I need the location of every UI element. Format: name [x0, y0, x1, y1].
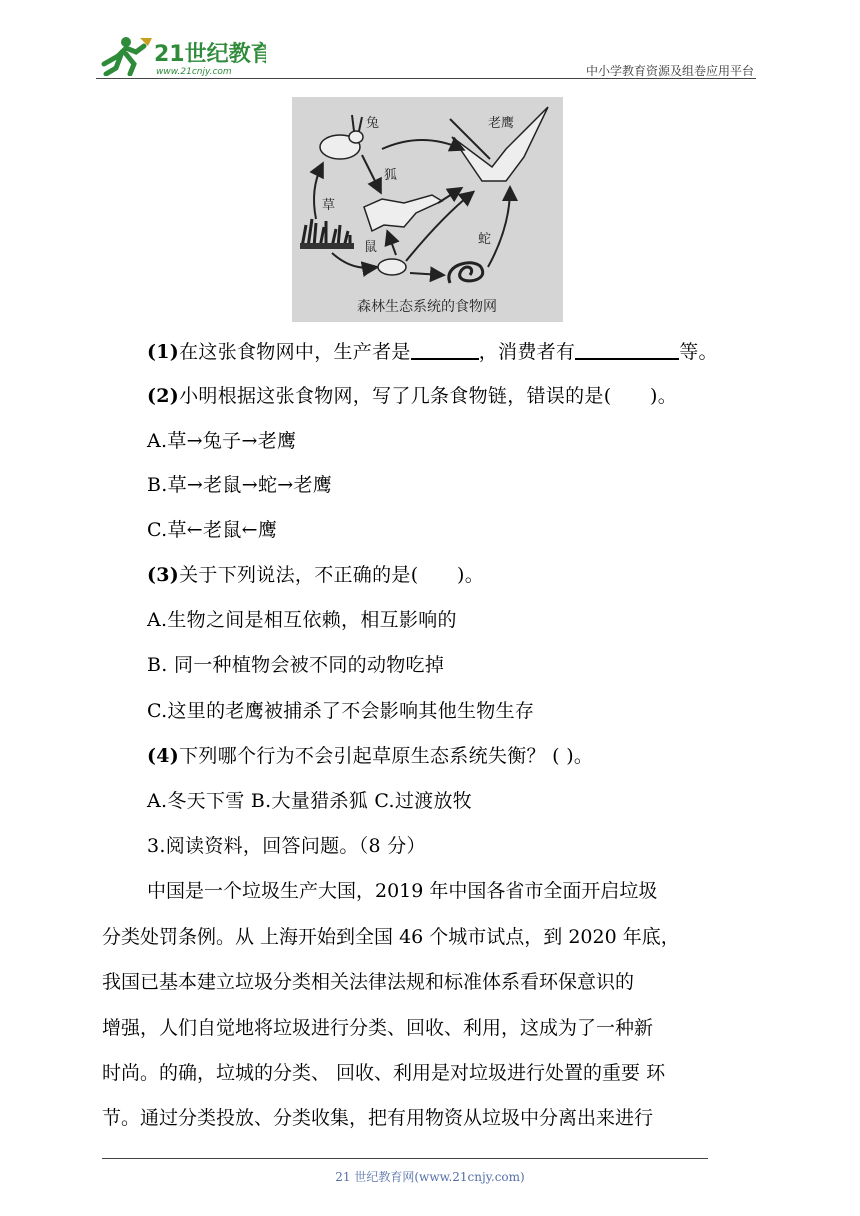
question-4-number: (4) [147, 745, 180, 767]
question-1-text-b: ，消费者有 [478, 341, 576, 363]
question-1 [147, 337, 718, 364]
food-web-figure [292, 97, 563, 322]
question-2-number: (2) [147, 385, 180, 407]
figure-caption: 森林生态系统的食物网 [357, 299, 497, 315]
option-3c: C.这里的老鹰被捕杀了不会影响其他生物生存 [147, 700, 535, 722]
grass-icon [300, 219, 354, 249]
question-1-text-c: 等。 [679, 341, 718, 363]
question-3-text: 关于下列说法，不正确的是( )。 [179, 564, 485, 586]
option-3a: A.生物之间是相互依赖，相互影响的 [147, 609, 457, 631]
passage-line-6: 节。通过分类投放、分类收集，把有用物资从垃圾中分离出来进行 [102, 1107, 654, 1129]
option-4-all: A.冬天下雪 B.大量猎杀狐 C.过渡放牧 [147, 790, 473, 812]
footer-text: 21 世纪教育网(www.21cnjy.com) [335, 1170, 525, 1184]
question-2 [147, 381, 677, 408]
consumer-answer-blank[interactable] [575, 340, 679, 360]
question-1-number: (1) [147, 341, 180, 363]
question-4-text: 下列哪个行为不会引起草原生态系统失衡？ ( )。 [179, 745, 594, 767]
question-4 [147, 741, 593, 768]
option-3b: B. 同一种植物会被不同的动物吃掉 [147, 654, 445, 676]
option-2b: B.草→老鼠→蛇→老鹰 [147, 474, 333, 496]
label-eagle: 老鹰 [488, 116, 515, 131]
header-slogan: 中小学教育资源及组卷应用平台 [585, 64, 754, 78]
label-rabbit: 兔 [366, 116, 380, 131]
passage-line-5: 时尚。的确，垃城的分类、 回收、利用是对垃圾进行处置的重要 环 [102, 1062, 666, 1084]
passage-line-3: 我国已基本建立垃圾分类相关法律法规和标准体系看环保意识的 [102, 971, 635, 993]
header-divider [96, 78, 756, 79]
question-3 [147, 560, 484, 587]
passage-line-2: 分类处罚条例。从 上海开始到全国 46 个城市试点，到 2020 年底， [102, 926, 680, 948]
passage-line-4: 增强，人们自觉地将垃圾进行分类、回收、利用，这成为了一种新 [102, 1017, 654, 1039]
label-mouse: 鼠 [364, 240, 378, 255]
snake-icon [449, 263, 483, 283]
label-grass: 草 [322, 198, 336, 213]
rabbit-icon [320, 115, 363, 159]
site-logo [96, 34, 266, 76]
section-3-heading: 3.阅读资料，回答问题。（8 分） [147, 835, 426, 857]
fox-icon [364, 195, 442, 231]
option-2c: C.草←老鼠←鹰 [147, 519, 278, 541]
label-fox: 狐 [384, 168, 398, 183]
passage-line-1: 中国是一个垃圾生产大国，2019 年中国各省市全面开启垃圾 [147, 880, 658, 902]
label-snake: 蛇 [478, 232, 492, 247]
question-3-number: (3) [147, 564, 180, 586]
runner-logo-icon [104, 37, 152, 74]
logo-url: www.21cnjy.com [156, 67, 232, 76]
logo-text: 21世纪教育 [154, 42, 266, 67]
question-1-text-a: 在这张食物网中，生产者是 [179, 341, 411, 363]
footer-divider [102, 1158, 708, 1159]
question-2-text: 小明根据这张食物网，写了几条食物链，错误的是( )。 [179, 385, 678, 407]
option-2a: A.草→兔子→老鹰 [147, 430, 297, 452]
producer-answer-blank[interactable] [411, 340, 479, 360]
